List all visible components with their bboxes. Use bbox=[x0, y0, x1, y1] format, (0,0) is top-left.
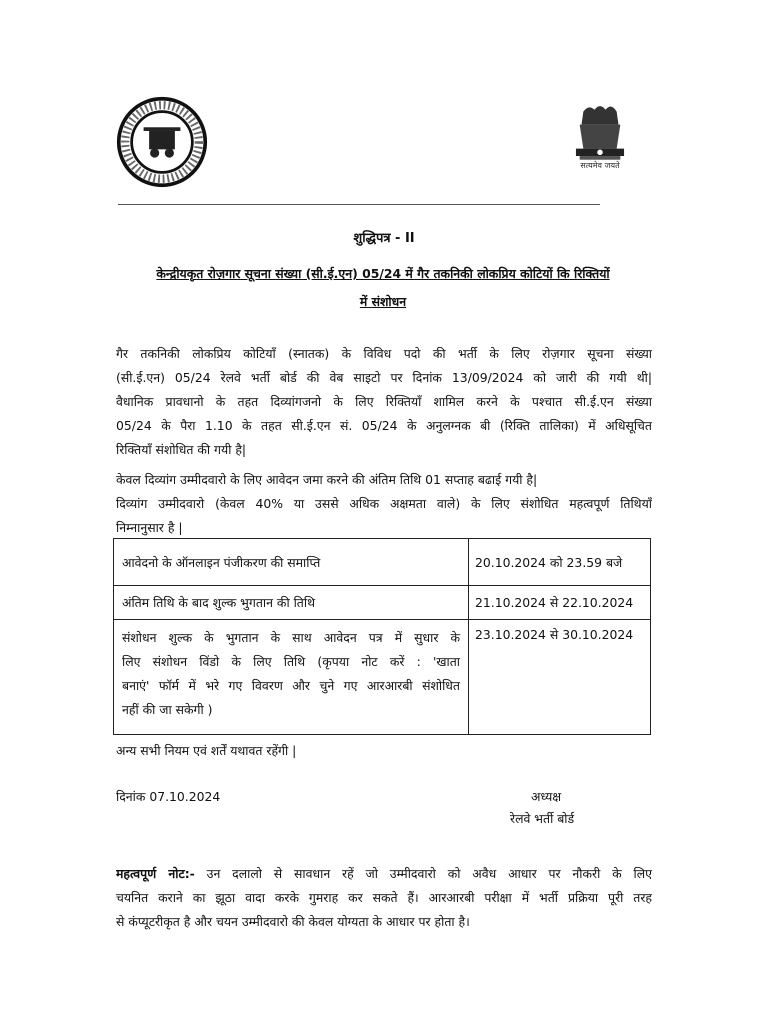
table-row bbox=[114, 620, 651, 735]
document-title: शुद्धिपत्र - II bbox=[353, 231, 415, 246]
table-row bbox=[114, 586, 651, 620]
national-emblem-logo bbox=[563, 100, 637, 188]
paragraph-line: वैधानिक प्रावधानो के तहत दिव्यांगजनो के लिए रिक्तियाँ शामिल करने के पश्चात सी.ई.एन संख्या bbox=[116, 394, 652, 409]
cell-line: लिए संशोधन विंडो के लिए तिथि (कृपया नोट करें : 'खाता bbox=[122, 654, 460, 669]
important-note bbox=[116, 862, 652, 934]
paragraph-2 bbox=[116, 468, 652, 540]
cell-line: बनाएं' फॉर्म में भरे गए विवरण और चुने गए आरआरबी संशोधित bbox=[122, 678, 460, 693]
subject-line-2: में संशोधन bbox=[359, 294, 407, 309]
note-line: से कंप्यूटरीकृत है और चयन उम्मीदवारो की केवल योग्यता के आधार पर होता है। bbox=[116, 914, 470, 929]
table-row bbox=[114, 539, 651, 586]
table-cell-date: 23.10.2024 से 30.10.2024 bbox=[469, 620, 651, 735]
header-divider bbox=[118, 204, 600, 205]
paragraph-line: दिव्यांग उम्मीदवारो (केवल 40% या उससे अधिक अक्षमता वाले) के लिए संशोधित महत्वपूर्ण तिथियाँ bbox=[116, 496, 652, 511]
paragraph-line: गैर तकनिकी लोकप्रिय कोटियाँ (स्नातक) के विविध पदो की भर्ती के लिए रोज़गार सूचना संख्या bbox=[116, 346, 652, 361]
table-cell-event: अंतिम तिथि के बाद शुल्क भुगतान की तिथि bbox=[114, 586, 469, 620]
subject-line-1: केन्द्रीयकृत रोज़गार सूचना संख्या (सी.ई.एन) 05/24 में गैर तकनिकी लोकप्रिय कोटियों कि रिक्तियों bbox=[156, 266, 610, 281]
note-line bbox=[116, 862, 652, 886]
note-line: चयनित कराने का झूठा वादा करके गुमराह कर सकते हैं। आरआरबी परीक्षा में भर्ती प्रक्रिया पूरी तरह bbox=[116, 890, 652, 905]
signatory-title: अध्यक्ष bbox=[531, 789, 562, 804]
table-cell-event: आवेदनो के ऑनलाइन पंजीकरण की समाप्ति bbox=[114, 539, 469, 586]
emblem-caption: सत्यमेव जयते bbox=[580, 161, 620, 170]
important-dates-table bbox=[113, 538, 651, 735]
indian-railways-logo bbox=[116, 96, 208, 188]
note-text: उन दलालो से सावधान रहें जो उम्मीदवारो को अवैध आधार पर नौकरी के लिए bbox=[206, 866, 652, 881]
cell-line: नहीं की जा सकेगी ) bbox=[122, 702, 213, 717]
cell-line: संशोधन शुल्क के भुगतान के साथ आवेदन पत्र में सुधार के bbox=[122, 630, 460, 645]
paragraph-line: निम्नानुसार है | bbox=[116, 520, 183, 535]
rules-note: अन्य सभी नियम एवं शर्तें यथावत रहेंगी | bbox=[116, 743, 297, 758]
table-cell-date: 20.10.2024 को 23.59 बजे bbox=[469, 539, 651, 586]
paragraph-line: (सी.ई.एन) 05/24 रेलवे भर्ती बोर्ड की वेब साइटो पर दिनांक 13/09/2024 को जारी की गयी थी| bbox=[116, 370, 652, 385]
paragraph-line: केवल दिव्यांग उम्मीदवारो के लिए आवेदन जमा करने की अंतिम तिथि 01 सप्ताह बढाई गयी है| bbox=[116, 472, 538, 487]
document-subject bbox=[113, 260, 653, 316]
date-line: दिनांक 07.10.2024 bbox=[116, 789, 221, 804]
paragraph-line: 05/24 के पैरा 1.10 के तहत सी.ई.एन सं. 05/24 के अनुलग्नक बी (रिक्ति तालिका) में अधिसूचित bbox=[116, 418, 652, 433]
signatory-org: रेलवे भर्ती बोर्ड bbox=[510, 811, 575, 826]
paragraph-line: रिक्तियाँ संशोधित की गयी है| bbox=[116, 442, 247, 457]
table-cell-date: 21.10.2024 से 22.10.2024 bbox=[469, 586, 651, 620]
table-cell-event bbox=[114, 620, 469, 735]
note-label: महत्वपूर्ण नोट:- bbox=[116, 866, 195, 881]
paragraph-1 bbox=[116, 342, 652, 462]
